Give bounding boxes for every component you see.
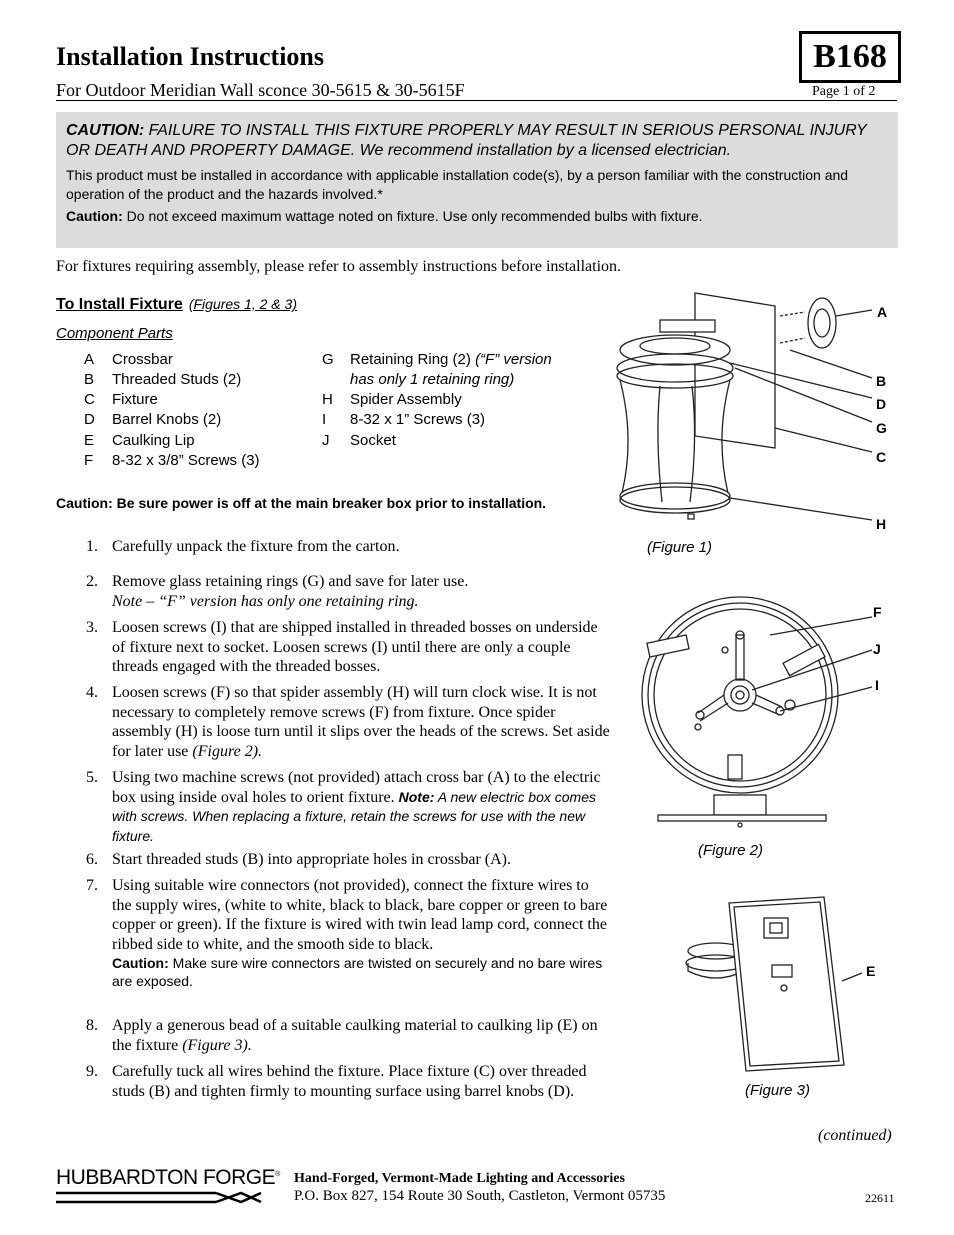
step-number: 1.: [86, 538, 98, 555]
step-number: 3.: [86, 619, 98, 636]
step-number: 7.: [86, 877, 98, 894]
part-letter: G: [322, 351, 334, 368]
figure-1-callout-d: D: [876, 396, 887, 412]
step-number: 8.: [86, 1017, 98, 1034]
continued-note: (continued): [818, 1127, 892, 1144]
figure-1-callout-h: H: [876, 516, 887, 532]
step-figure-ref: (Figure 3).: [182, 1036, 252, 1054]
wattage-caution-text: Do not exceed maximum wattage noted on fixture. Use only recommended bulbs with fixture.: [122, 208, 703, 224]
part-name: Caulking Lip: [112, 432, 195, 449]
part-name: Socket: [350, 432, 396, 449]
part-letter: A: [84, 351, 95, 368]
figure-2-caption: (Figure 2): [698, 842, 764, 859]
part-name: Threaded Studs (2): [112, 371, 242, 388]
registered-mark: ®: [275, 1171, 280, 1178]
document-number: 22611: [865, 1191, 895, 1205]
step-number: 9.: [86, 1063, 98, 1080]
part-name-note: (“F” version: [475, 351, 552, 368]
assembly-note: For fixtures requiring assembly, please refer to assembly instructions before installation.: [56, 258, 622, 275]
component-parts-title: Component Parts: [56, 325, 173, 342]
step-text: Apply a generous bead of a suitable caulking material to caulking lip (E) on the fixture: [112, 1017, 598, 1054]
figure-1-callout-g: G: [876, 420, 887, 436]
step-number: 6.: [86, 851, 98, 868]
step-number: 4.: [86, 684, 98, 701]
figure-1-callout-c: C: [876, 449, 887, 465]
step-text: Start threaded studs (B) into appropriate holes in crossbar (A).: [112, 851, 512, 868]
power-off-caution: Caution: Be sure power is off at the main breaker box prior to installation.: [56, 495, 547, 511]
caution-lead: CAUTION:: [66, 122, 145, 139]
step-text: Using suitable wire connectors (not provided), connect the fixture wires to the supply wires, (white to white, black to black, bare copper or green to bare copper or green). If the fixture is wired with twin lead lamp cord, connect the ribbed side to white, and the smooth side to black.: [112, 877, 608, 953]
section-title: [56, 296, 297, 314]
logo-underline-graphic: [56, 1188, 262, 1208]
section-figure-ref: (Figures 1, 2 & 3): [188, 296, 297, 312]
figure-2-callout-j: J: [873, 641, 881, 657]
part-letter: F: [84, 452, 94, 469]
footer-address: P.O. Box 827, 154 Route 30 South, Castleton, Vermont 05735: [294, 1188, 666, 1204]
document-id-box: B168: [799, 31, 901, 83]
part-name: Spider Assembly: [350, 391, 462, 408]
part-name: Fixture: [112, 391, 158, 408]
figure-1-callout-b: B: [876, 373, 887, 389]
step-note-lead: Note:: [398, 788, 435, 805]
figure-3-caption: (Figure 3): [745, 1082, 811, 1099]
step-text: Carefully unpack the fixture from the carton.: [112, 538, 400, 555]
part-letter: J: [322, 432, 330, 449]
part-name: Retaining Ring (2) (“F” version: [350, 351, 552, 368]
step-text: Using two machine screws (not provided) attach cross bar (A) to the electric box using inside oval holes to orient fixture.: [112, 769, 601, 806]
step-text: Loosen screws (I) that are shipped installed in threaded bosses on underside of fixture next to socket. Loosen screws (I) until there are only a couple threads engaged with the threaded bosses.: [112, 619, 598, 675]
step-text: Remove glass retaining rings (G) and save for later use.: [112, 573, 469, 590]
part-name: 8-32 x 1” Screws (3): [350, 411, 486, 428]
section-title-text: To Install Fixture: [56, 296, 183, 313]
part-letter: C: [84, 391, 95, 408]
part-letter: H: [322, 391, 333, 408]
brand-logo: [56, 1166, 280, 1190]
figure-2-diagram: [640, 595, 880, 835]
step-number: 5.: [86, 769, 98, 786]
wattage-caution: [66, 207, 886, 226]
page-number: Page 1 of 2: [812, 84, 876, 99]
figure-1-caption: (Figure 1): [647, 539, 713, 556]
installation-code-note: This product must be installed in accordance with applicable installation code(s), by a person familiar with the construction and operation of the product and the hazards involved.*: [66, 167, 849, 202]
title-divider: [56, 100, 897, 101]
figure-1-callout-a: A: [877, 304, 888, 320]
figure-3-callout-e: E: [866, 963, 876, 979]
part-name: Barrel Knobs (2): [112, 411, 222, 428]
product-subtitle: For Outdoor Meridian Wall sconce 30-5615 & 30-5615F: [56, 80, 465, 100]
step-text: Carefully tuck all wires behind the fixture. Place fixture (C) over threaded studs (B) and tighten firmly to mounting surface using barrel knobs (D).: [112, 1063, 587, 1100]
caution-text: FAILURE TO INSTALL THIS FIXTURE PROPERLY MAY RESULT IN SERIOUS PERSONAL INJURY OR DEATH AND PROPERTY DAMAGE. We recommend installation by a licensed electrician.: [66, 122, 867, 159]
part-name: 8-32 x 3/8” Screws (3): [112, 452, 260, 469]
step-note-lead: Caution:: [112, 955, 169, 971]
figure-1-diagram: [600, 288, 880, 536]
page-title: Installation Instructions: [56, 42, 324, 71]
step-note: A new electric box comes with screws. When replacing a fixture, retain the screws for use with the new fixture.: [112, 788, 596, 844]
figure-2-callout-i: I: [875, 677, 879, 693]
figure-2-callout-f: F: [873, 604, 882, 620]
footer-tagline: Hand-Forged, Vermont-Made Lighting and Accessories: [294, 1171, 625, 1186]
brand-logo-text: HUBBARDTON FORGE: [56, 1166, 276, 1189]
part-letter: B: [84, 371, 95, 388]
part-letter: E: [84, 432, 95, 449]
part-letter: I: [322, 411, 327, 428]
figure-3-diagram: [684, 893, 874, 1083]
part-letter: D: [84, 411, 95, 428]
step-note: Make sure wire connectors are twisted on securely and no bare wires are exposed.: [112, 955, 603, 989]
step-text: Loosen screws (F) so that spider assembly (H) will turn clock wise. It is not necessary to completely remove screws (F) from fixture. Once spider assembly (H) is loose turn until it slips over the heads of the screws. Set aside for later use: [112, 684, 610, 760]
wattage-caution-lead: Caution:: [66, 208, 123, 224]
caution-warning: [66, 121, 886, 161]
step-note: Note – “F” version has only one retaining ring.: [112, 592, 419, 610]
part-name: Crossbar: [112, 351, 173, 368]
part-name-note-cont: has only 1 retaining ring): [350, 371, 515, 388]
step-number: 2.: [86, 573, 98, 590]
step-figure-ref: (Figure 2).: [192, 742, 263, 760]
